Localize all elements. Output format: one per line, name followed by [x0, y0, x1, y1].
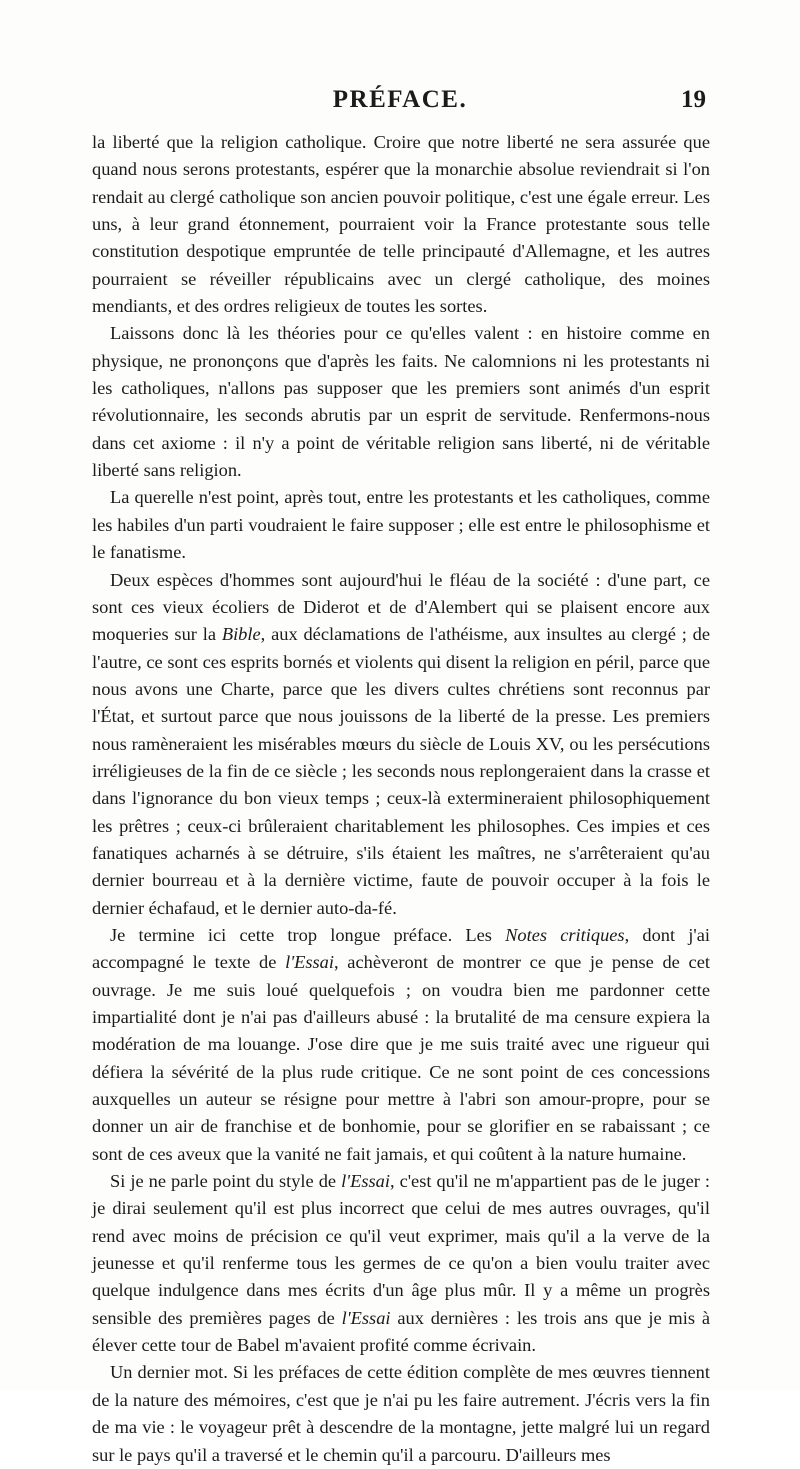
paragraph-5-text-b: , dont j'ai accompagné le texte de — [92, 924, 711, 973]
page-number: 19 — [681, 86, 706, 113]
paragraph-6-text-b: , c'est qu'il ne m'appartient pas de le juger : je dirai seulement qu'il est plus incorrect que celui de mes autres ouvrages, qu'il rend avec moins de précision ce qu'il veut exprimer, mais qu'il a la verve de la jeunesse et qu'il renferme tous les germes de ce qu'on a bien voulu traiter avec quelque indulgence dans mes écrits d'un âge plus mûr. Il y a même un progrès sensible des premières pages de — [92, 1171, 710, 1328]
paragraph-6-text-a: Si je ne parle point du style de — [110, 1171, 342, 1192]
paragraph-7: Un dernier mot. Si les préfaces de cette édition complète de mes œuvres tiennent de la nature des mémoires, c'est que je n'ai pu les faire autrement. J'écris vers la fin de ma vie : le voyageur prêt à descendre de la montagne, jette malgré lui un regard sur le pays qu'il a traversé et le chemin qu'il a parcouru. D'ailleurs mes — [92, 1362, 710, 1465]
essai-title: l'Essai — [285, 952, 334, 973]
essai-title: l'Essai — [341, 1307, 391, 1328]
running-head — [0, 86, 800, 122]
essai-title: l'Essai — [341, 1171, 390, 1192]
paragraph-1: la liberté que la religion catholique. Croire que notre liberté ne sera assurée que quand nous serons protestants, espérer que la monarchie absolue reviendrait si l'on rendait au clergé catholique son ancien pouvoir politique, c'est une égale erreur. Les uns, à leur grand étonnement, pourraient voir la France protestante sous telle constitution despotique empruntée de telle principauté d'Allemagne, et les autres pourraient se réveiller républicains avec un clergé catholique, des moines mendiants, et des ordres religieux de toutes les sortes. — [92, 132, 710, 317]
paragraph-5 — [92, 922, 710, 1168]
notes-critiques-title: Notes critiques — [505, 924, 625, 945]
paragraph-2: Laissons donc là les théories pour ce qu'elles valent : en histoire comme en physique, ne prononçons que d'après les faits. Ne calomnions ni les protestants ni les catholiques, n'allons pas supposer que les premiers sont animés d'un esprit révolutionnaire, les seconds abrutis par un esprit de servitude. Renfermons-nous dans cet axiome : il n'y a point de véritable religion sans liberté, ni de véritable liberté sans religion. — [92, 323, 710, 481]
body-text — [92, 129, 710, 1469]
paragraph-4 — [92, 567, 710, 922]
paragraph-6-text-c: aux dernières : les trois ans que je mis à élever cette tour de Babel m'avaient profité comme écrivain. — [92, 1307, 710, 1356]
bible-title: Bible — [221, 624, 261, 645]
paragraph-6 — [92, 1168, 710, 1359]
paragraph-5-text-a: Je termine ici cette trop longue préface. Les — [110, 924, 506, 945]
paragraph-5-text-c: , achèveront de montrer ce que je pense de cet ouvrage. Je me suis loué quelquefois ; on voudra bien me pardonner cette impartialité dont je n'ai pas d'ailleurs abusé : la brutalité de ma censure expiera la modération de ma louange. J'ose dire que je me suis traité avec une rigueur qui défiera la sévérité de la plus rude critique. Ce ne sont point de ces concessions auxquelles un auteur se résigne pour mettre à l'abri son amour-propre, pour se donner un air de franchise et de bonhomie, pour se glorifier en se rabaissant ; ce sont de ces aveux que la vanité ne fait jamais, et qui coûtent à la nature humaine. — [92, 952, 710, 1164]
paragraph-4-text-a: Deux espèces d'hommes sont aujourd'hui le fléau de la société : d'une part, ce sont ces vieux écoliers de Diderot et de d'Alembert qui se plaisent encore aux moqueries sur la — [92, 569, 710, 645]
running-title: PRÉFACE. — [332, 86, 468, 113]
paragraph-3: La querelle n'est point, après tout, entre les protestants et les catholiques, comme les habiles d'un parti voudraient le faire supposer ; elle est entre le philosophisme et le fanatisme. — [92, 487, 710, 563]
paragraph-4-text-b: , aux déclamations de l'athéisme, aux insultes au clergé ; de l'autre, ce sont ces esprits bornés et violents qui disent la religion en péril, parce que nous avons une Charte, parce que les divers cultes chrétiens sont reconnus par l'État, et surtout parce que nous jouissons de la liberté de la presse. Les premiers nous ramèneraient les misérables mœurs du siècle de Louis XV, ou les persécutions irréligieuses de la fin de ce siècle ; les seconds nous replongeraient dans la crasse et dans l'ignorance du bon vieux temps ; ceux-là extermineraient philosophiquement les prêtres ; ceux-ci brûleraient charitablement les philosophes. Ces impies et ces fanatiques acharnés à se détruire, s'ils étaient les maîtres, ne s'arrêteraient qu'au dernier bourreau et à la dernière victime, faute de pouvoir occuper à la fois le dernier échafaud, et le dernier auto-da-fé. — [92, 624, 710, 918]
